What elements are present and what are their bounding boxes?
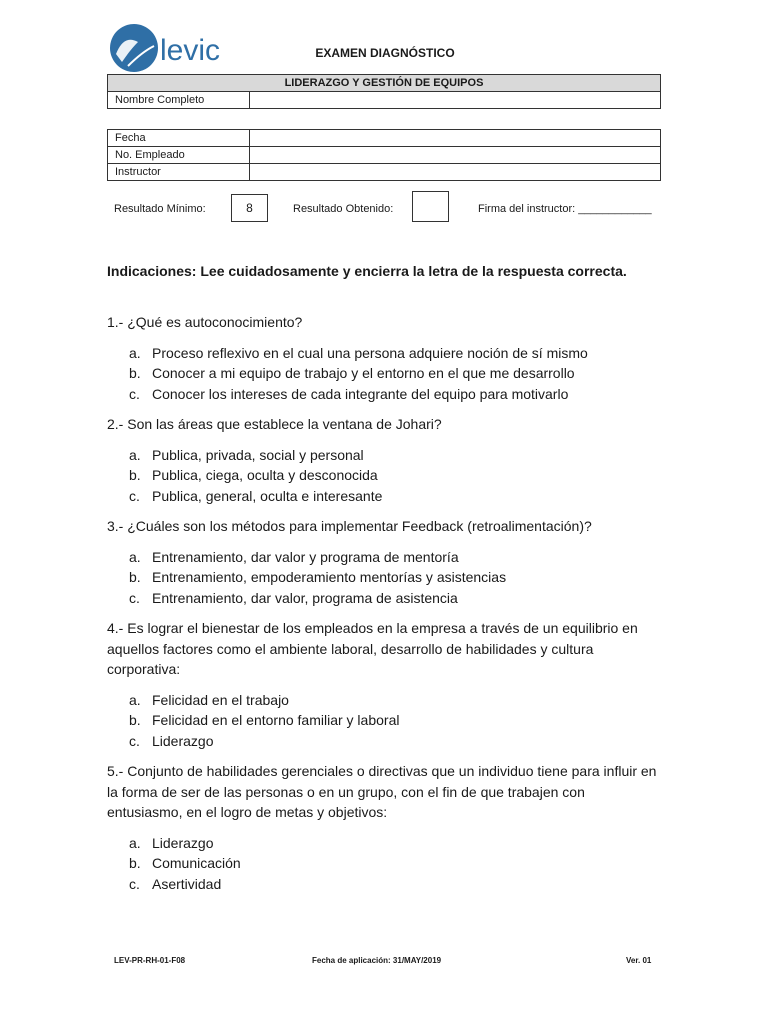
option-b[interactable]: b. Conocer a mi equipo de trabajo y el entorno en el que me desarrollo — [129, 365, 575, 381]
resultado-minimo-box: 8 — [231, 194, 268, 222]
option-a[interactable]: a. Publica, privada, social y personal — [129, 446, 364, 463]
nombre-label: Nombre Completo — [108, 92, 250, 109]
option-c[interactable]: c. Conocer los intereses de cada integrante del equipo para motivarlo — [129, 385, 569, 402]
question-text: 4.- Es lograr el bienestar de los empleados en la empresa a través de un equilibrio en aquellos factores como el ambiente laboral, desarrollo de habilidades y cultura corporativa: — [107, 620, 638, 677]
document-title: EXAMEN DIAGNÓSTICO — [315, 46, 455, 60]
option-b[interactable]: b. Felicidad en el entorno familiar y laboral — [129, 712, 400, 728]
resultado-obtenido-label: Resultado Obtenido: — [293, 203, 394, 215]
instructions: Indicaciones: Lee cuidadosamente y encierra la letra de la respuesta correcta. — [107, 263, 627, 279]
nombre-field[interactable] — [250, 92, 661, 109]
company-logo — [108, 22, 238, 74]
question-text: 5.- Conjunto de habilidades gerenciales o directivas que un individuo tiene para influir en la forma de ser de las personas o en un grupo, con el fin de que trabajen con entusiasmo, en el logro de metas y objetivos: — [107, 763, 657, 820]
question-list — [107, 312, 660, 894]
instructor-label: Instructor — [108, 164, 250, 181]
question-5 — [107, 761, 660, 894]
header-table — [107, 74, 661, 109]
section-title: LIDERAZGO Y GESTIÓN DE EQUIPOS — [108, 75, 661, 92]
resultado-minimo-label: Resultado Mínimo: — [114, 203, 206, 215]
option-c[interactable]: c. Asertividad — [129, 875, 222, 892]
footer-version: Ver. 01 — [626, 956, 652, 965]
option-c[interactable]: c. Liderazgo — [129, 732, 214, 749]
option-a[interactable]: a. Entrenamiento, dar valor y programa de mentoría — [129, 548, 459, 565]
option-a[interactable]: a. Proceso reflexivo en el cual una persona adquiere noción de sí mismo — [129, 344, 588, 361]
instructor-field[interactable] — [250, 164, 661, 181]
footer-date: Fecha de aplicación: 31/MAY/2019 — [312, 956, 442, 965]
fecha-label: Fecha — [108, 130, 250, 147]
empleado-field[interactable] — [250, 147, 661, 164]
option-a[interactable]: a. Liderazgo — [129, 834, 214, 851]
question-1 — [107, 312, 660, 404]
option-c[interactable]: c. Entrenamiento, dar valor, programa de asistencia — [129, 589, 458, 606]
question-4 — [107, 618, 660, 751]
empleado-label: No. Empleado — [108, 147, 250, 164]
logo-text: levic — [160, 34, 221, 67]
info-table — [107, 129, 661, 181]
fecha-field[interactable] — [250, 130, 661, 147]
question-text: 2.- Son las áreas que establece la ventana de Johari? — [107, 416, 442, 432]
question-2 — [107, 414, 660, 506]
option-a[interactable]: a. Felicidad en el trabajo — [129, 691, 289, 708]
question-3 — [107, 516, 660, 608]
question-text: 1.- ¿Qué es autoconocimiento? — [107, 314, 303, 330]
resultado-obtenido-box[interactable] — [412, 191, 449, 222]
option-c[interactable]: c. Publica, general, oculta e interesante — [129, 487, 383, 504]
option-b[interactable]: b. Publica, ciega, oculta y desconocida — [129, 467, 378, 483]
option-b[interactable]: b. Comunicación — [129, 855, 241, 871]
firma-instructor: Firma del instructor: ____________ — [478, 203, 652, 215]
footer-code: LEV-PR-RH-01-F08 — [114, 956, 186, 965]
question-text: 3.- ¿Cuáles son los métodos para implementar Feedback (retroalimentación)? — [107, 518, 592, 534]
option-b[interactable]: b. Entrenamiento, empoderamiento mentorías y asistencias — [129, 569, 507, 585]
